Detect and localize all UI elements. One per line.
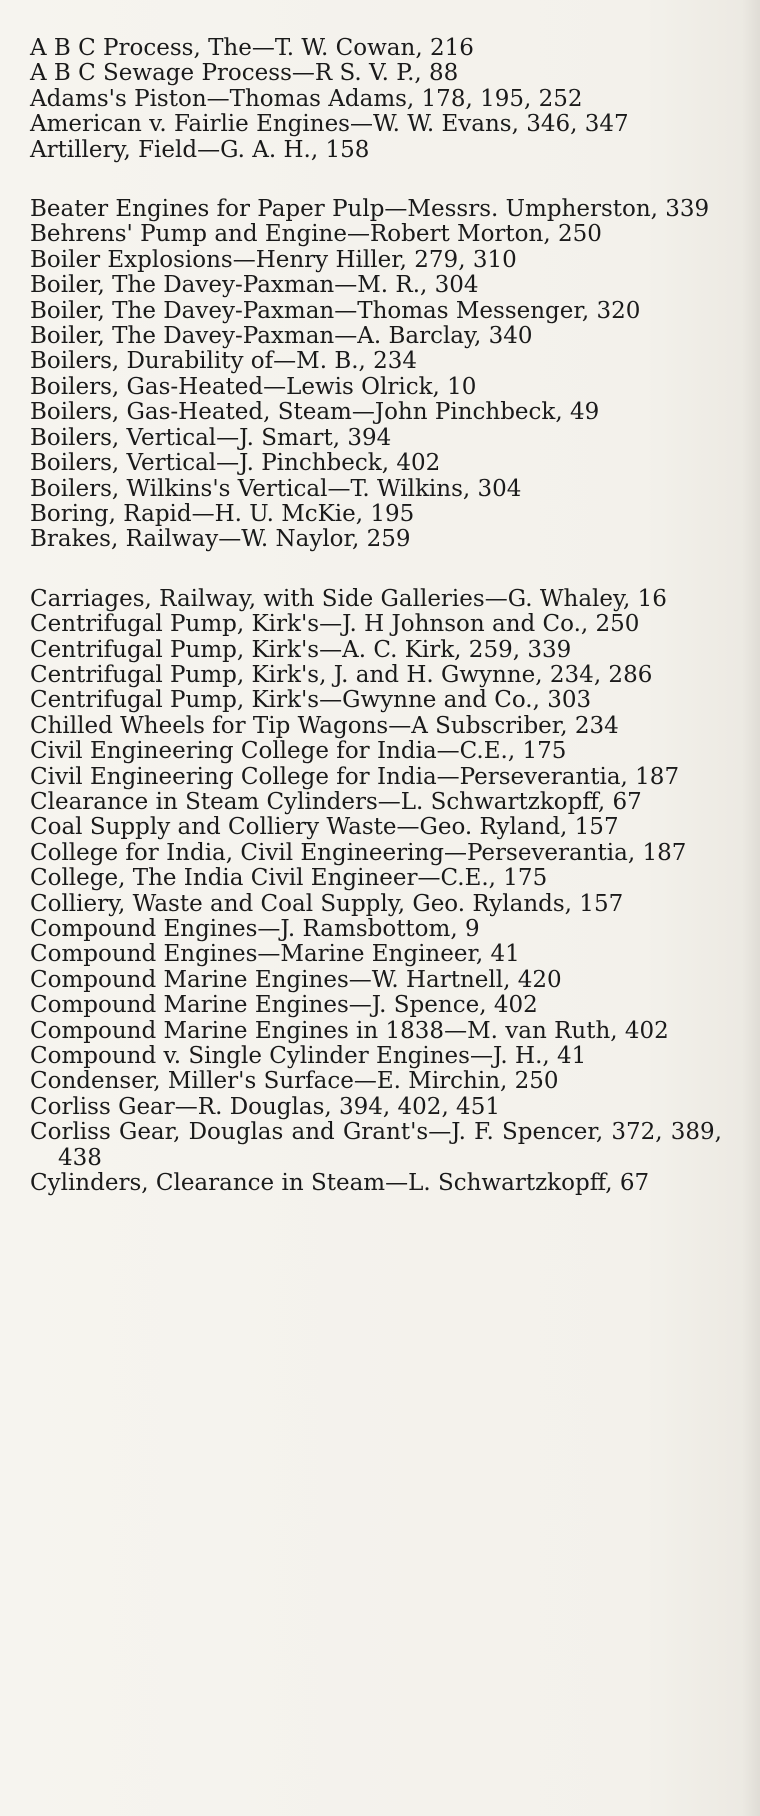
index-entry: College, The India Civil Engineer—C.E., 175 — [30, 865, 548, 892]
index-entry: College for India, Civil Engineering—Perseverantia, 187 — [30, 839, 687, 866]
index-entry: Boilers, Gas-Heated—Lewis Olrick, 10 — [30, 373, 477, 400]
index-entry: Boiler, The Davey-Paxman—M. R., 304 — [30, 272, 479, 299]
index-entry: Condenser, Miller's Surface—E. Mirchin, 250 — [30, 1068, 559, 1095]
index-entry: Boilers, Gas-Heated, Steam—John Pinchbeck, 49 — [30, 399, 600, 426]
index-entry: Boilers, Wilkins's Vertical—T. Wilkins, 304 — [30, 475, 522, 502]
index-entry: Centrifugal Pump, Kirk's, J. and H. Gwynne, 234, 286 — [30, 661, 653, 688]
index-entry: Compound v. Single Cylinder Engines—J. H., 41 — [30, 1043, 587, 1070]
index-entry: Centrifugal Pump, Kirk's—Gwynne and Co., 303 — [30, 687, 592, 714]
index-entry: Compound Engines—Marine Engineer, 41 — [30, 941, 520, 968]
index-entry: Civil Engineering College for India—C.E., 175 — [30, 738, 567, 765]
index-entry: Beater Engines for Paper Pulp—Messrs. Umpherston, 339 — [30, 196, 710, 223]
section-gap — [30, 553, 722, 587]
index-entry: Centrifugal Pump, Kirk's—J. H Johnson and Co., 250 — [30, 611, 640, 638]
index-entry: Colliery, Waste and Coal Supply, Geo. Rylands, 157 — [30, 890, 624, 917]
index-entry: Boiler Explosions—Henry Hiller, 279, 310 — [30, 246, 517, 273]
index-column — [30, 36, 722, 1196]
index-entry: A B C Sewage Process—R S. V. P., 88 — [30, 60, 459, 87]
index-entry: Centrifugal Pump, Kirk's—A. C. Kirk, 259, 339 — [30, 636, 572, 663]
index-entry: Boilers, Vertical—J. Smart, 394 — [30, 424, 392, 451]
index-entry: Boiler, The Davey-Paxman—Thomas Messenger, 320 — [30, 297, 641, 324]
index-section-b — [30, 197, 722, 553]
index-section-a — [30, 36, 722, 163]
page-edge-shadow — [742, 0, 760, 1816]
index-section-c — [30, 587, 722, 1197]
index-entry: Boiler, The Davey-Paxman—A. Barclay, 340 — [30, 323, 533, 350]
index-entry: Chilled Wheels for Tip Wagons—A Subscriber, 234 — [30, 712, 619, 739]
index-entry: A B C Process, The—T. W. Cowan, 216 — [30, 35, 474, 61]
index-entry: Cylinders, Clearance in Steam—L. Schwartzkopff, 67 — [30, 1170, 650, 1197]
index-entry: Compound Marine Engines—W. Hartnell, 420 — [30, 966, 562, 993]
index-entry: Carriages, Railway, with Side Galleries—G. Whaley, 16 — [30, 585, 667, 612]
index-entry: Boilers, Durability of—M. B., 234 — [30, 348, 418, 375]
index-entry: Corliss Gear—R. Douglas, 394, 402, 451 — [30, 1093, 500, 1120]
index-entry: Boring, Rapid—H. U. McKie, 195 — [30, 500, 415, 527]
index-entry: Brakes, Railway—W. Naylor, 259 — [30, 526, 411, 553]
index-entry: American v. Fairlie Engines—W. W. Evans, 346, 347 — [30, 111, 629, 138]
index-entry: Corliss Gear, Douglas and Grant's—J. F. Spencer, 372, 389, 438 — [30, 1119, 722, 1171]
index-entry: Civil Engineering College for India—Perseverantia, 187 — [30, 763, 680, 790]
index-entry: Compound Marine Engines in 1838—M. van Ruth, 402 — [30, 1017, 669, 1044]
index-entry: Compound Marine Engines—J. Spence, 402 — [30, 992, 538, 1019]
index-entry: Compound Engines—J. Ramsbottom, 9 — [30, 916, 480, 942]
section-gap — [30, 163, 722, 197]
index-entry: Artillery, Field—G. A. H., 158 — [30, 136, 370, 163]
index-entry: Adams's Piston—Thomas Adams, 178, 195, 252 — [30, 85, 583, 112]
index-entry: Clearance in Steam Cylinders—L. Schwartzkopff, 67 — [30, 788, 642, 815]
index-entry: Coal Supply and Colliery Waste—Geo. Ryland, 157 — [30, 814, 619, 841]
index-entry: Boilers, Vertical—J. Pinchbeck, 402 — [30, 450, 441, 477]
index-entry: Behrens' Pump and Engine—Robert Morton, 250 — [30, 221, 602, 248]
